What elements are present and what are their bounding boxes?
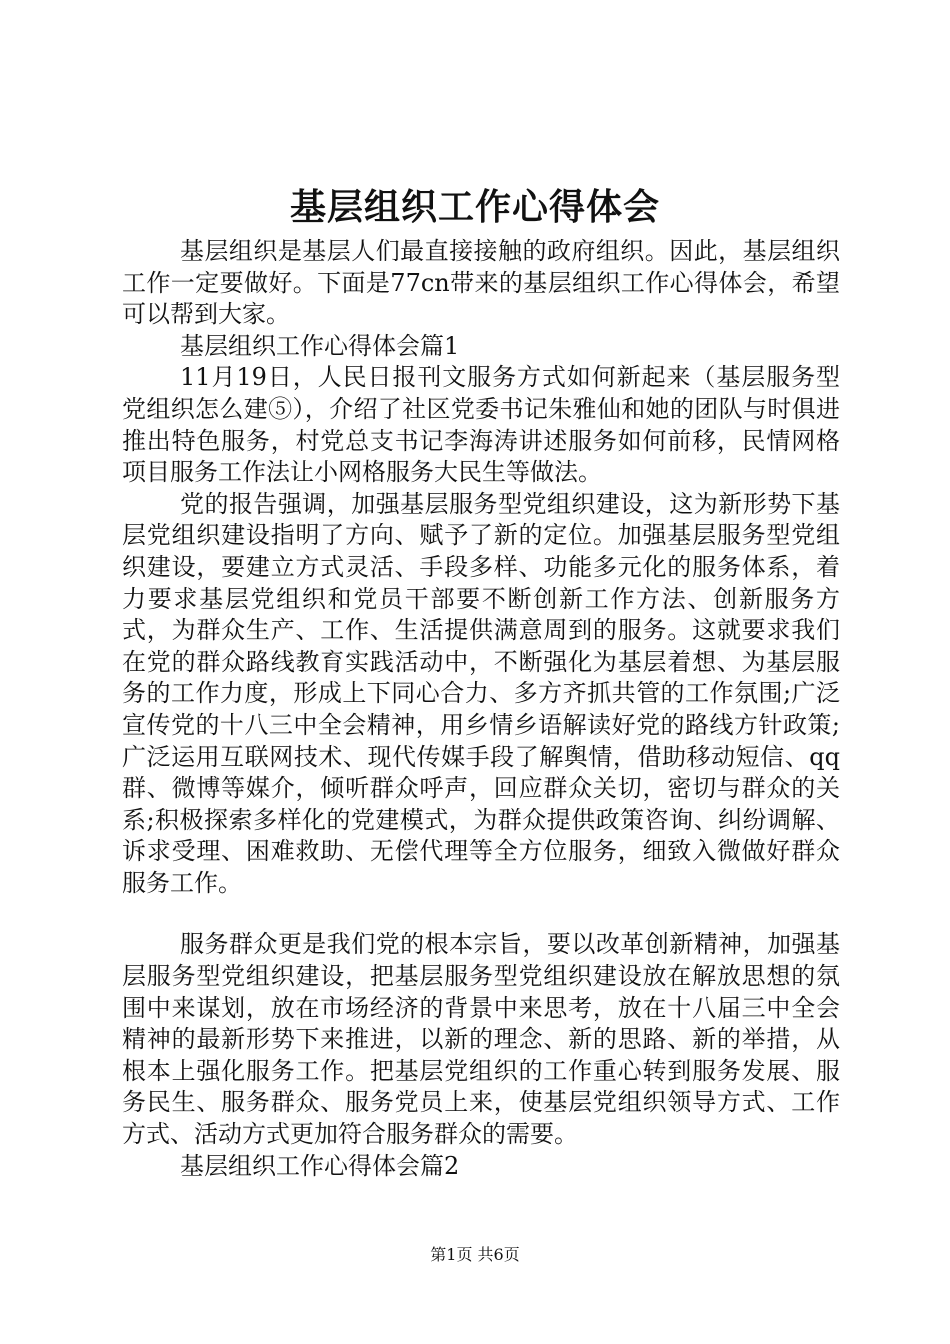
page-footer: 第1页 共6页 <box>430 1245 520 1264</box>
document-body <box>122 236 840 1182</box>
body-paragraph-2: 党的报告强调，加强基层服务型党组织建设，这为新形势下基层党组织建设指明了方向、赋予了新的定位。加强基层服务型党组织建设，要建立方式灵活、手段多样、功能多元化的服务体系，着力要求基层党组织和党员干部要不断创新工作方法、创新服务方式，为群众生产、工作、生活提供满意周到的服务。这就要求我们在党的群众路线教育实践活动中，不断强化为基层着想、为基层服务的工作力度，形成上下同心合力、多方齐抓共管的工作氛围;广泛宣传党的十八三中全会精神，用乡情乡语解读好党的路线方针政策;广泛运用互联网技术、现代传媒手段了解舆情，借助移动短信、qq群、微博等媒介，倾听群众呼声，回应群众关切，密切与群众的关系;积极探索多样化的党建模式，为群众提供政策咨询、纠纷调解、诉求受理、困难救助、无偿代理等全方位服务，细致入微做好群众服务工作。 <box>122 489 840 897</box>
section-heading-2: 基层组织工作心得体会篇2 <box>180 1151 460 1180</box>
document-title: 基层组织工作心得体会 <box>289 187 660 228</box>
intro-paragraph: 基层组织是基层人们最直接接触的政府组织。因此，基层组织工作一定要做好。下面是77cn带来的基层组织工作心得体会，希望可以帮到大家。 <box>122 237 840 329</box>
section-heading-1: 基层组织工作心得体会篇1 <box>180 331 460 360</box>
body-paragraph-3: 服务群众更是我们党的根本宗旨，要以改革创新精神，加强基层服务型党组织建设，把基层服务型党组织建设放在解放思想的氛围中来谋划，放在市场经济的背景中来思考，放在十八届三中全会精神的最新形势下来推进，以新的理念、新的思路、新的举措，从根本上强化服务工作。把基层党组织的工作重心转到服务发展、服务民生、服务群众、服务党员上来，使基层党组织领导方式、工作方式、活动方式更加符合服务群众的需要。 <box>122 930 840 1149</box>
paragraph-spacer <box>122 899 840 929</box>
body-paragraph-1: 11月19日，人民日报刊文服务方式如何新起来（基层服务型党组织怎么建⑤），介绍了社区党委书记朱雅仙和她的团队与时俱进推出特色服务，村党总支书记李海涛讲述服务如何前移，民情网格项目服务工作法让小网格服务大民生等做法。 <box>122 363 840 487</box>
